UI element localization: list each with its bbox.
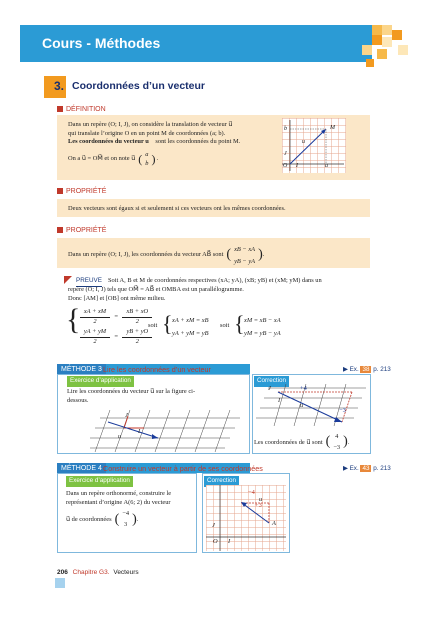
- method3-answer: Les coordonnées de u⃗ sont ( 4 −3 ) .: [254, 432, 349, 454]
- property2-text: Dans un repère (O; I, J), les coordonnées du vecteur AB⃗ sont ( xB − xA yB − yA ) .: [68, 244, 264, 267]
- method4-exercise-badge: Exercice d’application: [66, 476, 133, 487]
- proof-soit-1: soit: [148, 322, 158, 329]
- definition-line-1: Dans un repère (O; I, J), on considère la translation de vecteur u⃗: [68, 121, 233, 128]
- header-title: Cours - Méthodes: [42, 35, 161, 51]
- footer-decoration: [55, 578, 65, 588]
- footer-title: Vecteurs: [113, 569, 139, 576]
- method4-corr-O: O: [213, 538, 218, 545]
- method3-title: Lire les coordonnées d’un vecteur: [103, 365, 211, 374]
- method3-fig-I: I: [138, 428, 141, 435]
- definition-fig-J: J: [284, 151, 287, 157]
- method4-label: MÉTHODE 4: [57, 463, 106, 473]
- definition-line-3-rest: sont les coordonnées du point M.: [153, 138, 241, 146]
- method3-corr-J: J: [268, 385, 271, 392]
- definition-line-3-bold: Les coordonnées du vecteur u⃗: [68, 138, 154, 146]
- proof-brace-3: {: [234, 311, 245, 336]
- proof-line-3: Donc [AM] et [OB] ont même milieu.: [68, 295, 166, 302]
- method3-corr-I: I: [278, 397, 281, 404]
- proof-label: PREUVE: [76, 277, 102, 287]
- proof-soit-2: soit: [220, 322, 230, 329]
- method4-exercise-ref[interactable]: ▶ Ex. 43 p. 213: [343, 465, 391, 472]
- definition-figure-svg: [282, 118, 346, 173]
- method3-answer-y: −3: [333, 443, 341, 451]
- proof-line-1: Soit A, B et M de coordonnées respectives (xA; yA), (xB; yB) et (xM; yM) dans un: [108, 277, 322, 284]
- footer: [57, 569, 139, 578]
- footer-chapter: Chapitre G3.: [72, 569, 110, 576]
- definition-fig-u: u⃗: [302, 139, 310, 145]
- method4-correction-badge: Correction: [204, 476, 239, 487]
- header-decoration: [372, 25, 422, 70]
- property2-text-label: Dans un repère (O; I, J), les coordonnées du vecteur AB⃗ sont: [68, 251, 224, 259]
- method3-exercise-ref[interactable]: ▶ Ex. 38 p. 213: [343, 366, 391, 373]
- proof-system-2: xA + xM = xB yA + yM = yB: [172, 317, 209, 337]
- property2-vec-y: yB − yA: [234, 257, 256, 265]
- definition-fig-a: a: [325, 163, 328, 169]
- definition-vec-b: b: [145, 159, 149, 167]
- property2-vec-x: xB − xA: [234, 246, 256, 253]
- definition-fig-I: I: [296, 163, 298, 169]
- definition-vec-a: a: [145, 150, 149, 158]
- proof-marker: [64, 276, 72, 284]
- method3-label: MÉTHODE 3: [57, 364, 106, 374]
- definition-figure: [282, 118, 346, 173]
- section-number: 3.: [44, 76, 66, 98]
- method4-exercise-text: Dans un repère orthonormé, construire le représentant d’origine A(6; 2) du vecteur u⃗ de coordonnées ( −4 3 ) .: [66, 490, 194, 531]
- definition-fig-b: b: [284, 126, 287, 132]
- method3-corr-u: u⃗: [300, 402, 309, 409]
- section-title: Coordonnées d’un vecteur: [72, 80, 206, 92]
- method4-corr-u: u⃗: [259, 496, 268, 503]
- method4-corr-plus3: +3: [255, 502, 262, 509]
- method3-exercise-badge: Exercice d’application: [67, 376, 134, 387]
- method4-vec-y: 3: [124, 521, 128, 529]
- property1-text: Deux vecteurs sont égaux si et seulement si ces vecteurs ont les mêmes coordonnées.: [68, 205, 286, 212]
- proof-system-1: $\frac{xA + xM}{2}$ = $\frac{xB + xO}{2}$ $\frac{yA + yM}{2}$ = $\frac{yB + yO}{2}$: [80, 307, 172, 347]
- definition-line-2: qui translate l’origine O en un point M de coordonnées (a; b).: [68, 129, 226, 137]
- proof-brace-2: {: [162, 311, 173, 336]
- method4-corr-minus4: −4: [248, 489, 255, 496]
- proof-system-3: xM = xB − xA yM = yB − yA: [244, 317, 281, 337]
- method3-corr-plus4: +4: [300, 385, 307, 392]
- method4-corr-A: A: [272, 520, 276, 527]
- definition-fig-M: M: [330, 125, 335, 131]
- method4-corr-J: J: [212, 522, 215, 529]
- method3-answer-x: 4: [335, 433, 339, 440]
- method3-correction-figure: [256, 384, 368, 426]
- method4-correction-figure: [206, 485, 286, 551]
- method3-corr-minus3: −3: [339, 407, 346, 414]
- proof-brace-1: {: [66, 303, 81, 336]
- method3-exercise-figure: [90, 408, 250, 453]
- definition-line-4: On a u⃗ = OM⃗ et on note u⃗: [68, 155, 136, 163]
- definition-fig-O: O: [283, 163, 288, 169]
- property2-tag: PROPRIÉTÉ: [57, 226, 106, 235]
- method4-title: Construire un vecteur à partir de ses coordonnées: [103, 464, 263, 473]
- method3-fig-u: u⃗: [118, 433, 127, 440]
- method4-corr-I: I: [228, 538, 231, 545]
- definition-tag: DÉFINITION: [57, 105, 106, 114]
- definition-text: Dans un repère (O; I, J), on considère la translation de vecteur u⃗ qui translate l’origine O en un point M de coordonnées (a; b). Les coordonnées du vecteur u⃗ sont les coordonnées du point M. On a u⃗ = OM⃗ et on note u⃗ ( a b ) .: [68, 121, 278, 168]
- footer-page-number: 206: [57, 569, 68, 576]
- proof-line-2: repère (O; I, J) tels que OM⃗ = AB⃗ et OMBA est un parallélogramme.: [68, 286, 244, 293]
- method3-correction-badge: Correction: [254, 376, 289, 387]
- method3-exercise-text: Lire les coordonnées du vecteur u⃗ sur la figure ci- dessous.: [67, 388, 196, 404]
- method3-fig-J: J: [125, 412, 128, 419]
- method4-vec-x: −4: [122, 510, 130, 518]
- property1-tag: PROPRIÉTÉ: [57, 187, 106, 196]
